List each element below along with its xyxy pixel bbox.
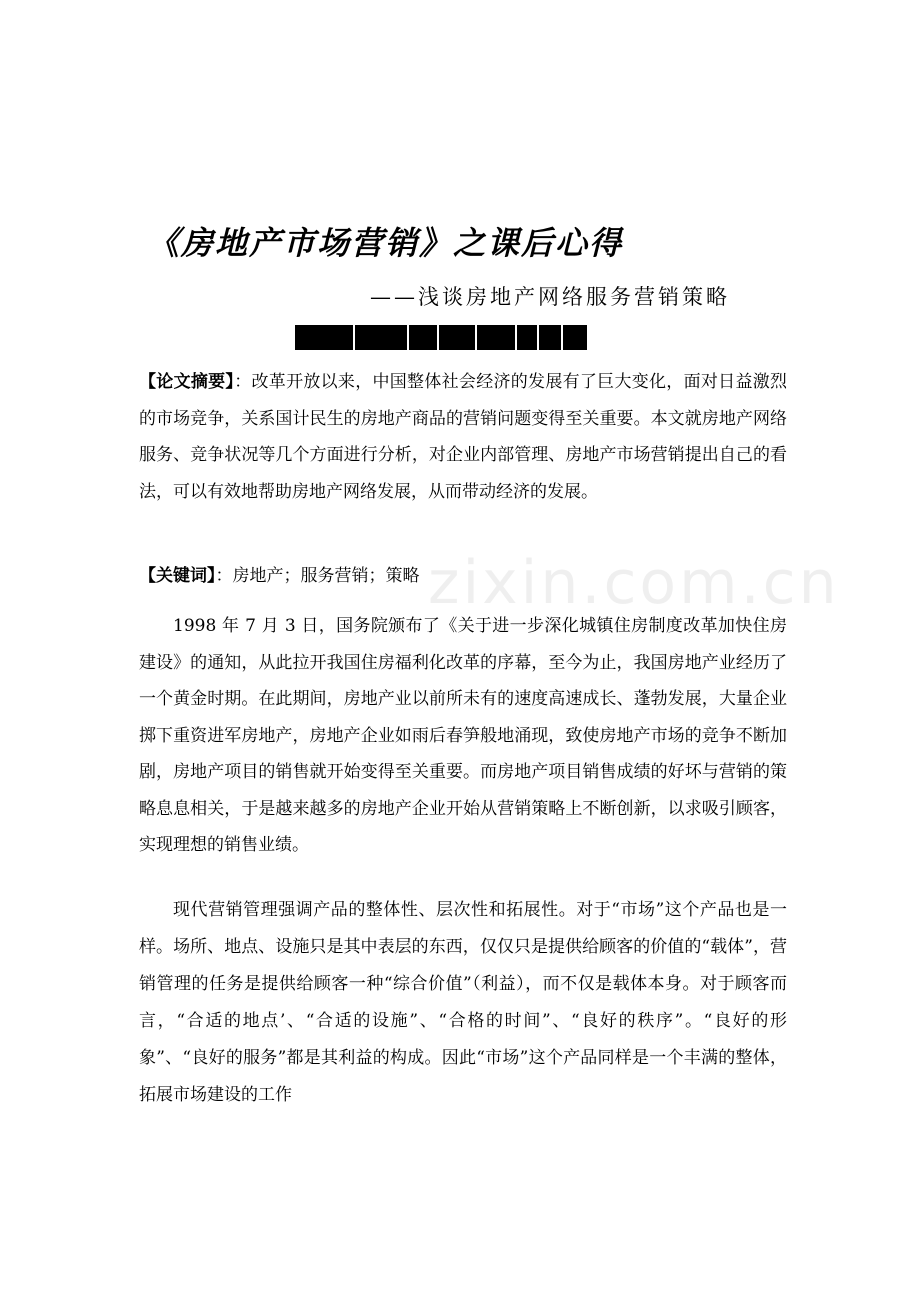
body-paragraph: 1998 年 7 月 3 日，国务院颁布了《关于进一步深化城镇住房制度改革加快住房建设》的通知，从此拉开我国住房福利化改革的序幕，至今为止，我国房地产业经历了一个黄金时期。在此期间，房地产业以前所未有的速度高速成长、蓬勃发展，大量企业掷下重资进军房地产，房地产企业如雨后春笋般地涌现，致使房地产市场的竞争不断加剧，房地产项目的销售就开始变得至关重要。而房地产项目销售成绩的好坏与营销的策略息息相关，于是越来越多的房地产企业开始从营销策略上不断创新，以求吸引顾客，实现理想的销售业绩。: [139, 616, 787, 855]
keywords-label: 【关键词】: [139, 566, 216, 586]
redaction-block: [295, 325, 353, 350]
keywords-paragraph: [139, 558, 787, 595]
watermark: zixin.com.cn: [428, 548, 840, 618]
abstract-paragraph: [139, 364, 787, 510]
body-paragraph: 现代营销管理强调产品的整体性、层次性和拓展性。对于“市场”这个产品也是一样。场所、地点、设施只是其中表层的东西，仅仅只是提供给顾客的价值的“载体”，营销管理的任务是提供给顾客一种“综合价值”（利益），而不仅是载体本身。对于顾客而言，“合适的地点’、“合适的设施”、“合格的时间”、“良好的秩序”。“良好的形象”、“良好的服务”都是其利益的构成。因此“市场”这个产品同样是一个丰满的整体，拓展市场建设的工作: [139, 900, 787, 1105]
abstract-text: 改革开放以来，中国整体社会经济的发展有了巨大变化，面对日益激烈的市场竞争，关系国计民生的房地产商品的营销问题变得至关重要。本文就房地产网络服务、竞争状况等几个方面进行分析，对企业内部管理、房地产市场营销提出自己的看法，可以有效地帮助房地产网络发展，从而带动经济的发展。: [139, 372, 788, 502]
redaction-block: [517, 325, 537, 350]
keywords-colon: ：: [215, 566, 233, 586]
redaction-block: [477, 325, 515, 350]
document-title: 《房地产市场营销》之课后心得: [147, 224, 624, 262]
redaction-block: [409, 325, 437, 350]
keywords-text: 房地产；服务营销；策略: [232, 566, 420, 586]
redaction-block: [539, 325, 561, 350]
redacted-author-bar: [295, 325, 593, 350]
redaction-block: [563, 325, 587, 350]
document-subtitle: ——浅谈房地产网络服务营销策略: [370, 285, 730, 309]
abstract-label: 【论文摘要】: [139, 372, 235, 392]
redaction-block: [439, 325, 475, 350]
abstract-colon: ：: [234, 372, 252, 392]
redaction-block: [355, 325, 407, 350]
